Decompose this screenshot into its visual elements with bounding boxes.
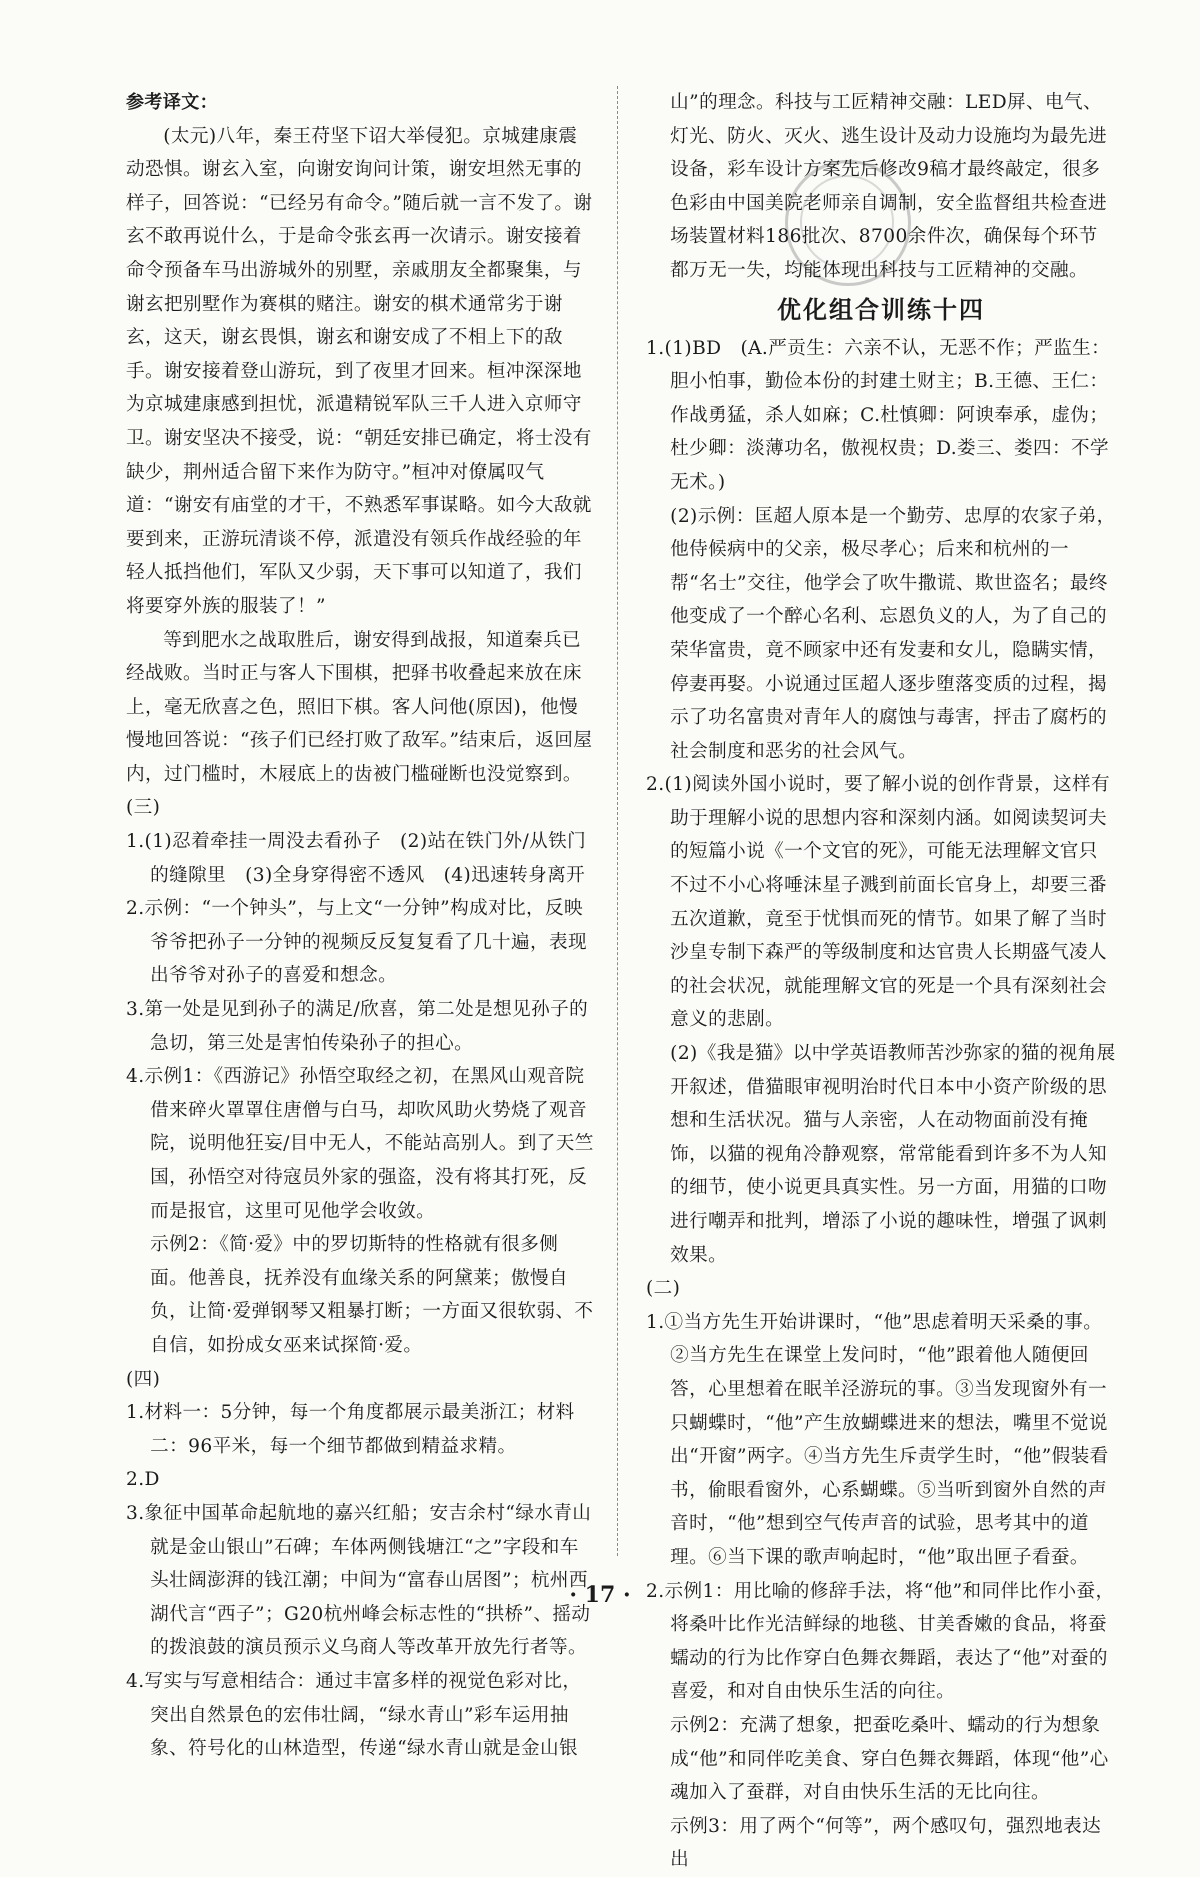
answer-item: 4.示例1：《西游记》孙悟空取经之初，在黑风山观音院借来碎火罩罩住唐僧与白马，却吹风助火势烧了观音院，说明他狂妄/目中无人，不能站高别人。到了天竺国，孙悟空对待寇员外家的强盗，没有将其打死，反而是报官，这里可见他学会收敛。	[126, 1066, 594, 1222]
answer-item: 2.示例：“一个钟头”，与上文“一分钟”构成对比，反映爷爷把孙子一分钟的视频反反复复看了几十遍，表现出爷爷对孙子的喜爱和想念。	[126, 898, 588, 987]
answer-item: 3.第一处是见到孙子的满足/欣喜，第二处是想见孙子的急切，第三处是害怕传染孙子的担心。	[126, 999, 589, 1054]
answer-item: 1.①当方先生开始讲课时，“他”思虑着明天采桑的事。②当方先生在课堂上发问时，“他”跟着他人随便回答，心里想着在眠羊泾游玩的事。③当发现窗外有一只蝴蝶时，“他”产生放蝴蝶进来的想法，嘴里不觉说出“开窗”两字。④当方先生斥责学生时，“他”假装看书，偷眼看窗外，心系蝴蝶。⑤当听到窗外自然的声音时，“他”想到空气传声音的试验，思考其中的道理。⑥当下课的歌声响起时，“他”取出匣子看蚕。	[646, 1311, 1109, 1568]
column-divider	[617, 86, 618, 1556]
answer-example: 示例3：用了两个“何等”，两个感叹句，强烈地表达出	[670, 1815, 1102, 1871]
continued-answer: 山”的理念。科技与工匠精神交融：LED屏、电气、灯光、防火、灭火、逃生设计及动力设施均为最先进设备，彩车设计方案先后修改9稿才最终敲定，很多色彩由中国美院老师亲自调制，安全监督组共检查进场装置材料186批次、8700余件次，确保每个环节都万无一失，均能体现出科技与工匠精神的交融。	[670, 92, 1108, 281]
answer-item: 2.(1)阅读外国小说时，要了解小说的创作背景，这样有助于理解小说的思想内容和深刻内涵。如阅读契诃夫的短篇小说《一个文官的死》，可能无法理解文官只不过不小心将唾沫星子溅到前面长官身上，却要三番五次道歉，竟至于忧惧而死的情节。如果了解了当时沙皇专制下森严的等级制度和达官贵人长期盛气凌人的社会状况，就能理解文官的死是一个具有深刻社会意义的悲剧。	[646, 774, 1110, 1031]
section-title: 优化组合训练十四	[777, 295, 985, 324]
answer-item: 2.示例1：用比喻的修辞手法，将“他”和同伴比作小蚕，将桑叶比作光洁鲜绿的地毯、甘美香嫩的食品，将蚕蠕动的行为比作穿白色舞衣舞蹈，表达了“他”对蚕的喜爱，和对自由快乐生活的向往。	[646, 1580, 1115, 1703]
answer-example: 示例2：充满了想象，把蚕吃桑叶、蠕动的行为想象成“他”和同伴吃美食、穿白色舞衣舞蹈，体现“他”心魂加入了蚕群，对自由快乐生活的无比向往。	[670, 1714, 1109, 1804]
answer-item: 1.(1)BD (A.严贡生：六亲不认，无恶不作；严监生：胆小怕事，勤俭本份的封建土财主；B.王德、王仁：作战勇猛，杀人如麻；C.杜慎卿：阿谀奉承，虚伪；杜少卿：淡薄功名，傲视权贵；D.娄三、娄四：不学无术。)	[646, 337, 1111, 493]
answer-item: 4.写实与写意相结合：通过丰富多样的视觉色彩对比，突出自然景色的宏伟壮阔，“绿水青山”彩车运用抽象、符号化的山林造型，传递“绿水青山就是金山银	[126, 1670, 582, 1760]
section-label: (四)	[126, 1368, 161, 1390]
answer-item: 3.象征中国革命起航地的嘉兴红船；安吉余村“绿水青山就是金山银山”石碑；车体两侧钱塘江“之”字段和车头壮阔澎湃的钱江潮；中间为“富春山居图”；杭州西湖代言“西子”；G20杭州峰会标志性的“拱桥”、摇动的拨浪鼓的演员预示义乌商人等改革开放先行者等。	[126, 1502, 592, 1659]
answer-item: 1.(1)忍着牵挂一周没去看孙子 (2)站在铁门外/从铁门的缝隙里 (3)全身穿得密不透风 (4)迅速转身离开	[126, 831, 587, 886]
answer-example: (2)《我是猫》以中学英语教师苦沙弥家的猫的视角展开叙述，借猫眼审视明治时代日本中小资产阶级的思想和生活状况。猫与人亲密，人在动物面前没有掩饰，以猫的视角冷静观察，常常能看到许多不为人知的细节，使小说更具真实性。另一方面，用猫的口吻进行嘲弄和批判，增添了小说的趣味性，增强了讽刺效果。	[670, 1043, 1116, 1266]
page-number: · 17 ·	[569, 1582, 631, 1608]
left-column	[126, 86, 596, 1766]
reference-translation-heading: 参考译文：	[126, 92, 218, 113]
section-label: (二)	[646, 1278, 681, 1300]
translation-paragraph: 等到肥水之战取胜后，谢安得到战报，知道秦兵已经战败。当时正与客人下围棋，把驿书收叠起来放在床上，毫无欣喜之色，照旧下棋。客人问他(原因)，他慢慢地回答说：“孩子们已经打败了敌军。”结束后，返回屋内，过门槛时，木屐底上的齿被门槛碰断也没觉察到。	[126, 629, 593, 785]
answer-item: 2.D	[126, 1469, 160, 1491]
right-column	[646, 86, 1116, 1877]
translation-paragraph: (太元)八年，秦王苻坚下诏大举侵犯。京城建康震动恐惧。谢玄入室，向谢安询问计策，谢安坦然无事的样子，回答说：“已经另有命令。”随后就一言不发了。谢玄不敢再说什么，于是命令张玄再一次请示。谢安接着命令预备车马出游城外的别墅，亲戚朋友全都聚集，与谢玄把别墅作为赛棋的赌注。谢安的棋术通常劣于谢玄，这天，谢玄畏惧，谢玄和谢安成了不相上下的敌手。谢安接着登山游玩，到了夜里才回来。桓冲深深地为京城建康感到担忧，派遣精锐军队三千人进入京师守卫。谢安坚决不接受，说：“朝廷安排已确定，将士没有缺少，荆州适合留下来作为防守。”桓冲对僚属叹气道：“谢安有庙堂的才干，不熟悉军事谋略。如今大敌就要到来，正游玩清谈不停，派遣没有领兵作战经验的年轻人抵挡他们，军队又少弱，天下事可以知道了，我们将要穿外族的服装了！”	[126, 125, 593, 617]
section-label: (三)	[126, 797, 161, 819]
answer-item: 1.材料一：5分钟，每一个角度都展示最美浙江；材料二：96平米，每一个细节都做到精益求精。	[126, 1402, 575, 1457]
answer-example: 示例2：《简·爱》中的罗切斯特的性格就有很多侧面。他善良，抚养没有血缘关系的阿黛莱；傲慢自负，让简·爱弹钢琴又粗暴打断；一方面又很软弱、不自信，如扮成女巫来试探简·爱。	[150, 1234, 594, 1356]
answer-example: (2)示例：匡超人原本是一个勤劳、忠厚的农家子弟，他侍候病中的父亲，极尽孝心；后来和杭州的一帮“名士”交往，他学会了吹牛撒谎、欺世盗名；最终他变成了一个醉心名利、忘恩负义的人，为了自己的荣华富贵，竟不顾家中还有发妻和女儿，隐瞒实情，停妻再娶。小说通过匡超人逐步堕落变质的过程，揭示了功名富贵对青年人的腐蚀与毒害，抨击了腐朽的社会制度和恶劣的社会风气。	[670, 505, 1116, 762]
